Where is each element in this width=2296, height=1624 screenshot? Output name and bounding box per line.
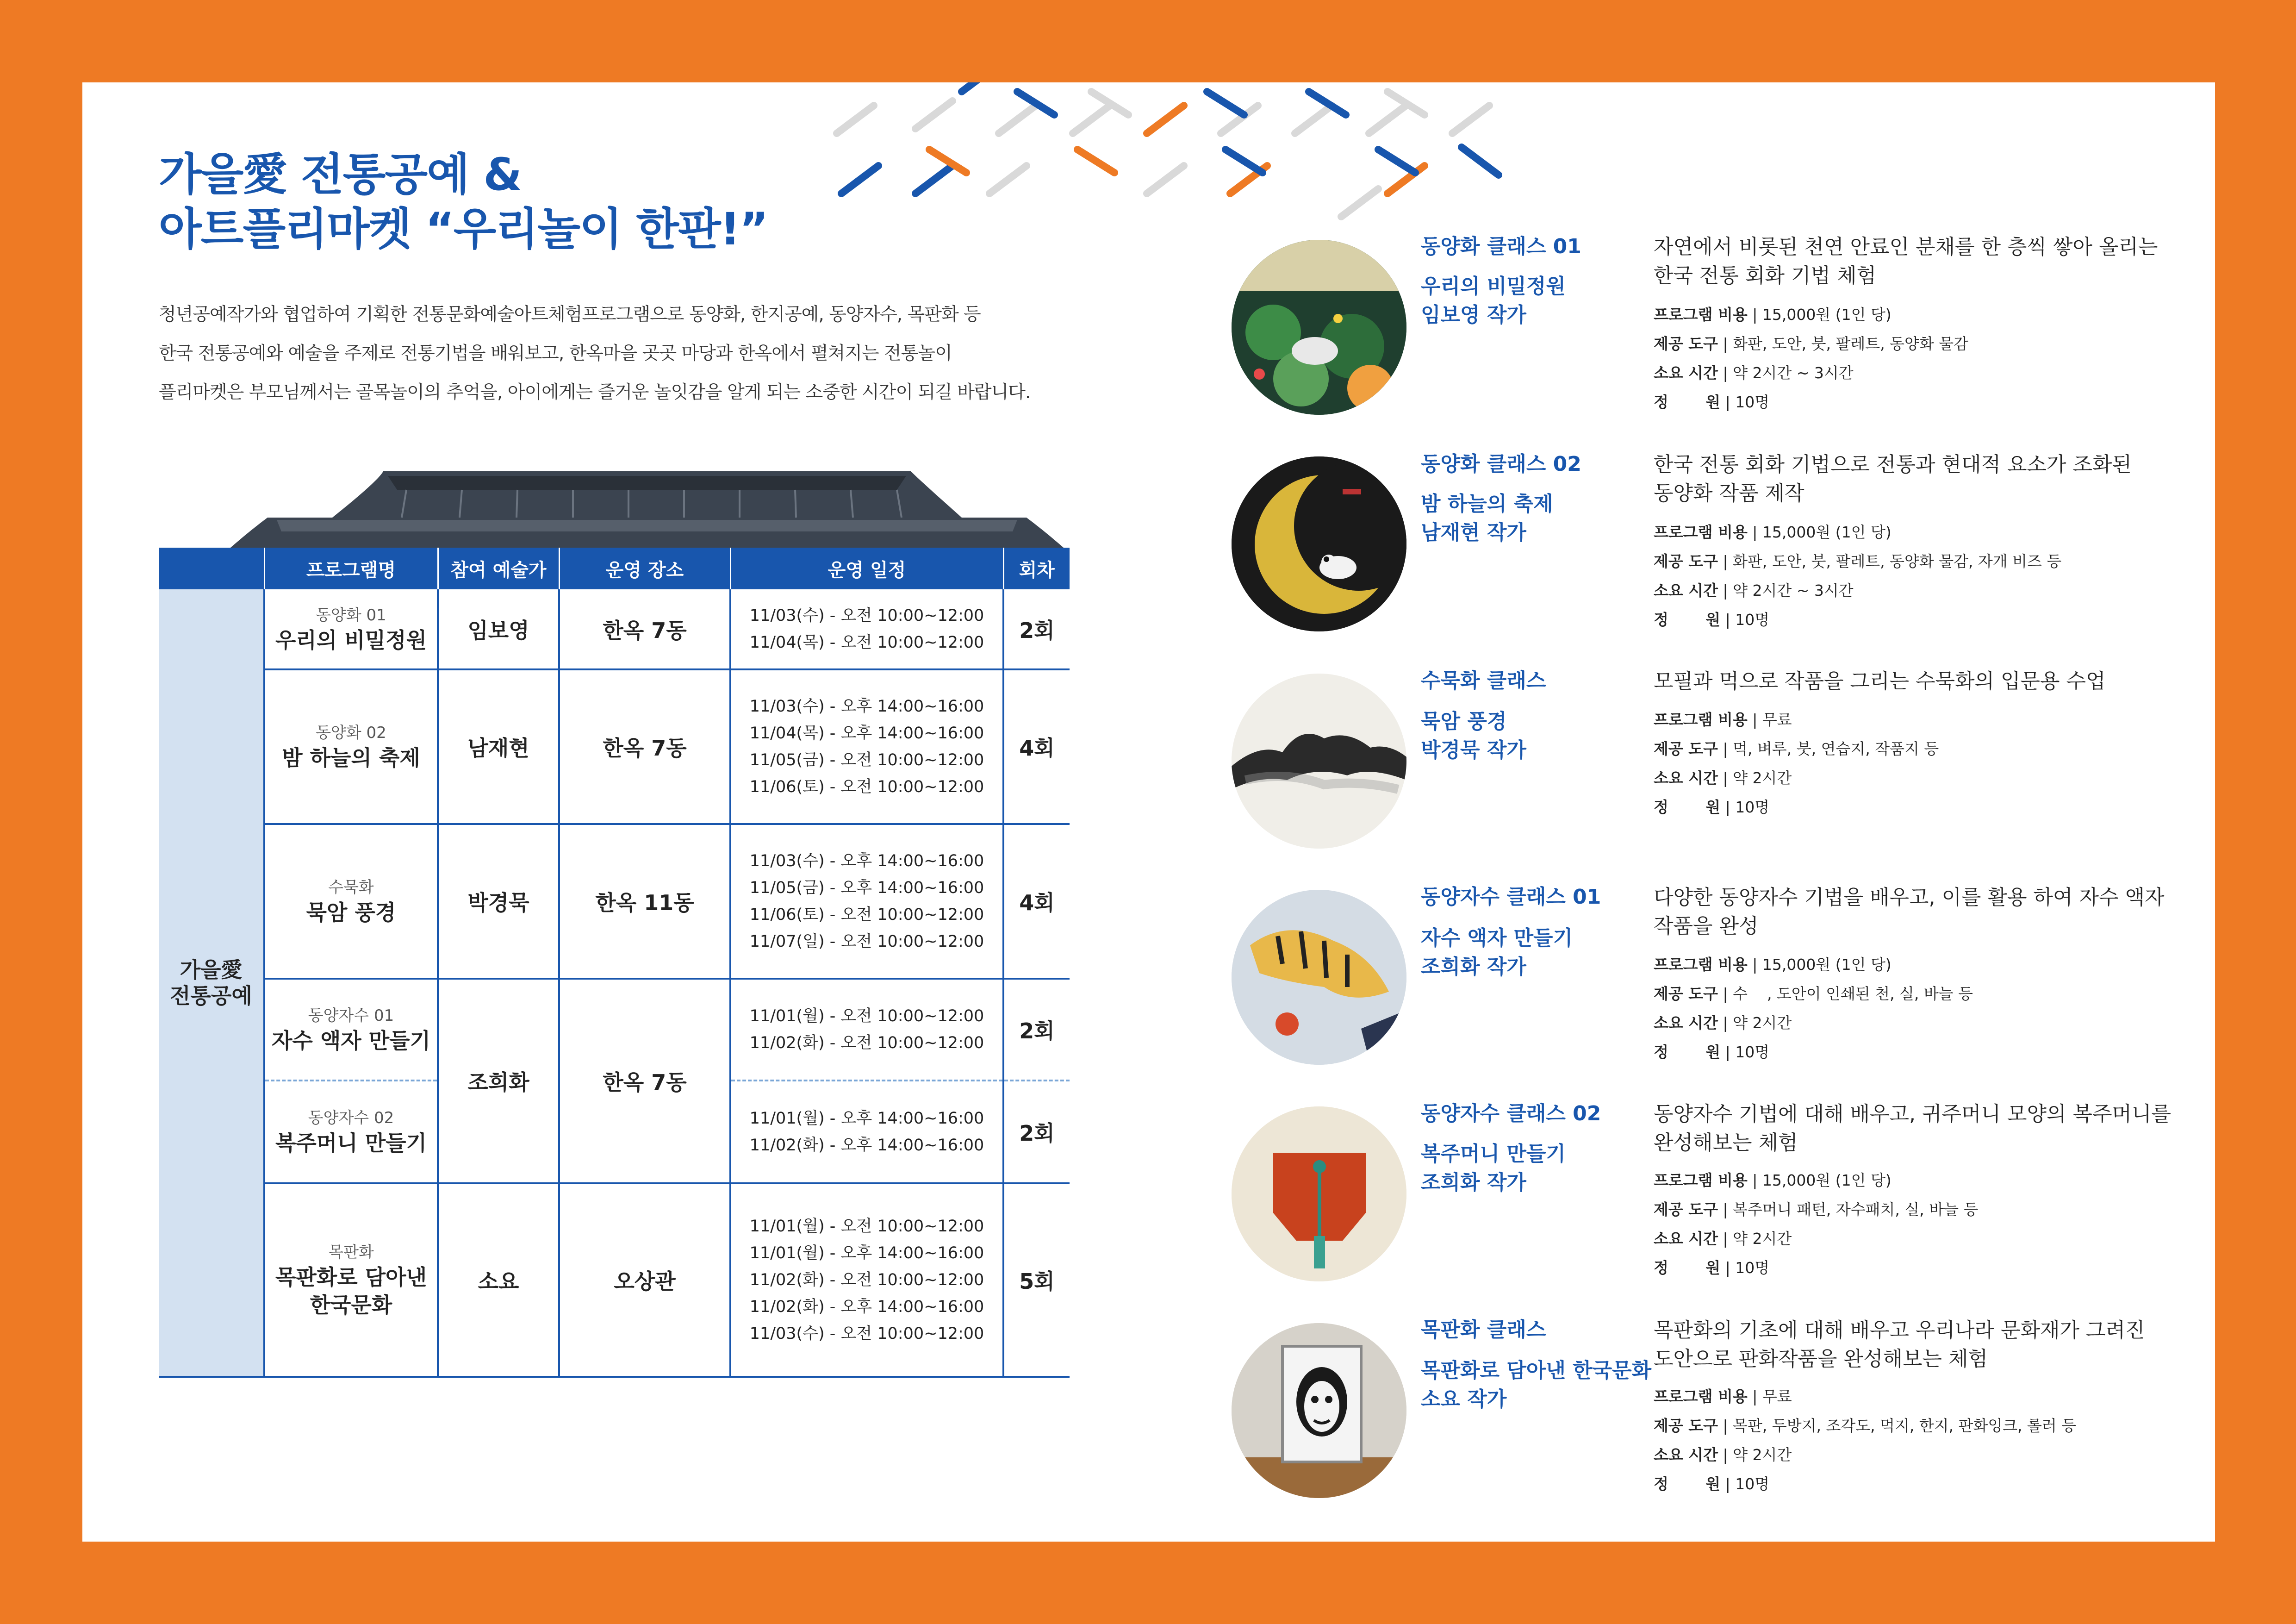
program-cell xyxy=(264,669,438,824)
separator: | xyxy=(1718,1200,1733,1218)
program-cell xyxy=(264,1183,438,1377)
artist-cell: 조희화 xyxy=(438,979,559,1183)
tools-value: 먹, 벼루, 붓, 연습지, 작품지 등 xyxy=(1733,740,1939,758)
ink-mountain-painting-image xyxy=(1232,674,1406,849)
separator: | xyxy=(1747,523,1762,541)
capacity-label: 정 원 xyxy=(1654,611,1721,629)
separator: | xyxy=(1718,1230,1733,1248)
fee-label: 프로그램 비용 xyxy=(1654,523,1748,541)
fee-value: 15,000원 (1인 당) xyxy=(1762,1171,1892,1189)
program-name: 자수 액자 만들기 xyxy=(271,1028,431,1053)
class-5-info xyxy=(1654,1166,1978,1282)
table-row xyxy=(159,979,1070,1081)
header-blank xyxy=(159,548,264,589)
group-cell xyxy=(159,589,264,1377)
tools-label: 제공 도구 xyxy=(1654,552,1718,570)
separator: | xyxy=(1720,611,1736,629)
class-1-info xyxy=(1654,300,1968,417)
schedule-table xyxy=(159,548,1070,1378)
separator: | xyxy=(1720,1259,1736,1277)
class-6-subtitle: 목판화로 담아낸 한국문화 소요 작가 xyxy=(1421,1359,1652,1411)
fee-line xyxy=(1654,1166,1978,1195)
tools-label: 제공 도구 xyxy=(1654,1200,1718,1218)
place-cell: 오상관 xyxy=(559,1183,730,1377)
program-category: 동양자수 01 xyxy=(308,1006,394,1025)
fee-label: 프로그램 비용 xyxy=(1654,1171,1748,1189)
fee-value: 15,000원 (1인 당) xyxy=(1762,956,1892,974)
fee-line xyxy=(1654,518,2061,547)
time-line xyxy=(1654,1008,1973,1037)
pouch-embroidery-image xyxy=(1232,1106,1406,1281)
table-header-row xyxy=(159,548,1070,589)
tools-label: 제공 도구 xyxy=(1654,985,1718,1003)
separator: | xyxy=(1718,581,1733,600)
class-2-subtitle: 밤 하늘의 축제 남재현 작가 xyxy=(1421,492,1553,544)
class-3-title: 수묵화 클래스 xyxy=(1421,669,1546,693)
time-line xyxy=(1654,1224,1978,1253)
time-line xyxy=(1654,1440,2076,1469)
capacity-line xyxy=(1654,605,2061,634)
program-name: 밤 하늘의 축제 xyxy=(282,745,420,770)
separator: | xyxy=(1720,1475,1736,1493)
artist-cell: 박경묵 xyxy=(438,824,559,979)
capacity-label: 정 원 xyxy=(1654,1043,1721,1061)
tools-line xyxy=(1654,734,1939,763)
program-name: 복주머니 만들기 xyxy=(275,1131,427,1156)
capacity-label: 정 원 xyxy=(1654,798,1721,816)
program-category: 목판화 xyxy=(328,1243,374,1262)
capacity-label: 정 원 xyxy=(1654,1259,1721,1277)
place-cell: 한옥 11동 xyxy=(559,824,730,979)
time-value: 약 2시간 xyxy=(1733,1230,1792,1248)
table-row xyxy=(159,669,1070,824)
program-category: 동양화 01 xyxy=(316,606,386,625)
capacity-line xyxy=(1654,1037,1973,1067)
separator: | xyxy=(1718,769,1733,787)
woodblock-mask-print-image xyxy=(1232,1323,1406,1498)
capacity-value: 10명 xyxy=(1735,798,1770,816)
class-1-title: 동양화 클래스 01 xyxy=(1421,235,1581,258)
time-label: 소요 시간 xyxy=(1654,581,1718,600)
time-value: 약 2시간 xyxy=(1733,769,1792,787)
class-3-info xyxy=(1654,705,1939,822)
separator: | xyxy=(1718,1014,1733,1032)
fee-value: 15,000원 (1인 당) xyxy=(1762,306,1892,324)
separator: | xyxy=(1747,1171,1762,1189)
capacity-value: 10명 xyxy=(1735,1259,1770,1277)
fee-line xyxy=(1654,950,1973,979)
time-value: 약 2시간 ~ 3시간 xyxy=(1733,364,1854,382)
separator: | xyxy=(1747,711,1762,729)
capacity-line xyxy=(1654,1253,1978,1282)
program-category: 동양자수 02 xyxy=(308,1109,394,1127)
tools-value: 복주머니 패턴, 자수패치, 실, 바늘 등 xyxy=(1733,1200,1979,1218)
count-cell: 4회 xyxy=(1003,824,1070,979)
table-row xyxy=(159,589,1070,669)
capacity-line xyxy=(1654,387,1968,417)
capacity-value: 10명 xyxy=(1735,1475,1770,1493)
class-2-info xyxy=(1654,518,2061,634)
capacity-value: 10명 xyxy=(1735,1043,1770,1061)
fee-label: 프로그램 비용 xyxy=(1654,956,1748,974)
time-line xyxy=(1654,576,2061,605)
separator: | xyxy=(1720,393,1736,411)
tools-label: 제공 도구 xyxy=(1654,335,1718,353)
page-title xyxy=(159,147,768,256)
artist-cell: 소요 xyxy=(438,1183,559,1377)
time-line xyxy=(1654,358,1968,387)
program-category: 수묵화 xyxy=(328,878,374,897)
class-5-description: 동양자수 기법에 대해 배우고, 귀주머니 모양의 복주머니를 완성해보는 체험 xyxy=(1654,1102,2171,1155)
tools-line xyxy=(1654,979,1973,1008)
fee-label: 프로그램 비용 xyxy=(1654,1387,1748,1405)
tools-value: 수 , 도안이 인쇄된 천, 실, 바늘 등 xyxy=(1733,985,1973,1003)
fee-line xyxy=(1654,705,1939,734)
class-1-subtitle: 우리의 비밀정원 임보영 작가 xyxy=(1421,275,1566,327)
time-label: 소요 시간 xyxy=(1654,769,1718,787)
schedule-cell: 11/01(월) - 오전 10:00~12:00 11/01(월) - 오후 14:00~16:00 11/02(화) - 오전 10:00~12:00 11/02(화) - 오후 14:00~16:00 11/03(수) - 오전 10:00~12:00 xyxy=(730,1183,1003,1377)
program-category: 동양화 02 xyxy=(316,724,386,742)
time-label: 소요 시간 xyxy=(1654,364,1718,382)
tools-line xyxy=(1654,547,2061,576)
class-5-title: 동양자수 클래스 02 xyxy=(1421,1102,1601,1125)
time-value: 약 2시간 ~ 3시간 xyxy=(1733,581,1854,600)
tools-value: 화판, 도안, 붓, 팔레트, 동양화 물감, 자개 비즈 등 xyxy=(1733,552,2062,570)
capacity-line xyxy=(1654,1469,2076,1499)
count-cell: 2회 xyxy=(1003,589,1070,669)
table-row xyxy=(159,1183,1070,1377)
fee-line xyxy=(1654,300,1968,329)
artist-cell: 남재현 xyxy=(438,669,559,824)
class-6-info xyxy=(1654,1382,2076,1499)
intro-line-1: 청년공예작가와 협업하여 기획한 전통문화예술아트체험프로그램으로 동양화, 한지공예, 동양자수, 목판화 등 xyxy=(159,304,981,325)
header-place: 운영 장소 xyxy=(559,548,730,589)
separator: | xyxy=(1720,1043,1736,1061)
count-cell: 5회 xyxy=(1003,1183,1070,1377)
capacity-value: 10명 xyxy=(1735,611,1770,629)
place-cell: 한옥 7동 xyxy=(559,979,730,1183)
intro-line-3: 플리마켓은 부모님께서는 골목놀이의 추억을, 아이에게는 즐거운 놀잇감을 알게 되는 소중한 시간이 되길 바랍니다. xyxy=(159,382,1031,403)
separator: | xyxy=(1720,798,1736,816)
separator: | xyxy=(1747,956,1762,974)
place-cell: 한옥 7동 xyxy=(559,669,730,824)
place-cell: 한옥 7동 xyxy=(559,589,730,669)
tools-line xyxy=(1654,329,1968,358)
class-3-description: 모필과 먹으로 작품을 그리는 수묵화의 입문용 수업 xyxy=(1654,669,2106,693)
class-4-subtitle: 자수 액자 만들기 조희화 작가 xyxy=(1421,926,1573,979)
separator: | xyxy=(1747,306,1762,324)
fee-value: 무료 xyxy=(1762,711,1792,729)
header-schedule: 운영 일정 xyxy=(730,548,1003,589)
tools-line xyxy=(1654,1411,2076,1440)
intro-line-2: 한국 전통공예와 예술을 주제로 전통기법을 배워보고, 한옥마을 곳곳 마당과 한옥에서 펼쳐지는 전통놀이 xyxy=(159,343,952,364)
time-label: 소요 시간 xyxy=(1654,1446,1718,1464)
program-name: 묵암 풍경 xyxy=(306,900,396,925)
count-cell: 2회 xyxy=(1003,1081,1070,1183)
class-5-subtitle: 복주머니 만들기 조희화 작가 xyxy=(1421,1142,1566,1194)
schedule-cell: 11/01(월) - 오후 14:00~16:00 11/02(화) - 오후 14:00~16:00 xyxy=(730,1081,1003,1183)
fee-value: 15,000원 (1인 당) xyxy=(1762,523,1892,541)
count-cell: 4회 xyxy=(1003,669,1070,824)
class-4-info xyxy=(1654,950,1973,1067)
capacity-value: 10명 xyxy=(1735,393,1770,411)
time-label: 소요 시간 xyxy=(1654,1230,1718,1248)
time-value: 약 2시간 xyxy=(1733,1446,1792,1464)
program-cell xyxy=(264,979,438,1081)
class-1-description: 자연에서 비롯된 천연 안료인 분채를 한 층씩 쌓아 올리는 한국 전통 회화 기법 체험 xyxy=(1654,235,2158,287)
program-name: 우리의 비밀정원 xyxy=(275,627,427,653)
capacity-line xyxy=(1654,793,1939,822)
moon-panda-painting-image xyxy=(1232,456,1406,631)
header-artist: 참여 예술가 xyxy=(438,548,559,589)
fee-line xyxy=(1654,1382,2076,1411)
fee-label: 프로그램 비용 xyxy=(1654,711,1748,729)
time-value: 약 2시간 xyxy=(1733,1014,1792,1032)
tools-label: 제공 도구 xyxy=(1654,740,1718,758)
header-count: 회차 xyxy=(1003,548,1070,589)
separator: | xyxy=(1718,335,1733,353)
count-cell: 2회 xyxy=(1003,979,1070,1081)
schedule-cell: 11/03(수) - 오후 14:00~16:00 11/05(금) - 오후 14:00~16:00 11/06(토) - 오전 10:00~12:00 11/07(일) - 오전 10:00~12:00 xyxy=(730,824,1003,979)
separator: | xyxy=(1718,552,1733,570)
class-2-description: 한국 전통 회화 기법으로 전통과 현대적 요소가 조화된 동양화 작품 제작 xyxy=(1654,453,2132,505)
class-4-description: 다양한 동양자수 기법을 배우고, 이를 활용 하여 자수 액자 작품을 완성 xyxy=(1654,886,2165,938)
time-label: 소요 시간 xyxy=(1654,1014,1718,1032)
class-6-description: 목판화의 기초에 대해 배우고 우리나라 문화재가 그려진 도안으로 판화작품을 완성해보는 체험 xyxy=(1654,1318,2145,1371)
intro-paragraph xyxy=(159,295,1084,412)
fee-value: 무료 xyxy=(1762,1387,1792,1405)
title-line-1: 가을愛 전통공예 & xyxy=(159,149,521,200)
class-2-title: 동양화 클래스 02 xyxy=(1421,452,1581,476)
decorative-dash-pattern xyxy=(740,82,1758,249)
separator: | xyxy=(1718,740,1733,758)
group-label: 가을愛 전통공예 xyxy=(170,957,252,1008)
program-cell xyxy=(264,589,438,669)
artist-cell: 임보영 xyxy=(438,589,559,669)
fee-label: 프로그램 비용 xyxy=(1654,306,1748,324)
page-sheet xyxy=(82,82,2215,1542)
separator: | xyxy=(1718,364,1733,382)
time-line xyxy=(1654,763,1939,793)
class-4-title: 동양자수 클래스 01 xyxy=(1421,885,1601,909)
schedule-cell: 11/03(수) - 오전 10:00~12:00 11/04(목) - 오전 10:00~12:00 xyxy=(730,589,1003,669)
table-row xyxy=(159,824,1070,979)
tools-line xyxy=(1654,1195,1978,1224)
tiger-embroidery-image xyxy=(1232,890,1406,1065)
title-line-2: 아트플리마켓 “우리놀이 한판!” xyxy=(159,203,768,255)
program-name: 목판화로 담아낸 한국문화 xyxy=(275,1265,427,1318)
separator: | xyxy=(1718,1417,1733,1435)
header-program: 프로그램명 xyxy=(264,548,438,589)
garden-painting-image xyxy=(1232,240,1406,415)
capacity-label: 정 원 xyxy=(1654,1475,1721,1493)
program-cell xyxy=(264,824,438,979)
program-cell xyxy=(264,1081,438,1183)
capacity-label: 정 원 xyxy=(1654,393,1721,411)
schedule-cell: 11/01(월) - 오전 10:00~12:00 11/02(화) - 오전 10:00~12:00 xyxy=(730,979,1003,1081)
class-3-subtitle: 묵암 풍경 박경묵 작가 xyxy=(1421,710,1526,762)
tools-value: 화판, 도안, 붓, 팔레트, 동양화 물감 xyxy=(1733,335,1968,353)
class-6-title: 목판화 클래스 xyxy=(1421,1318,1546,1342)
separator: | xyxy=(1718,985,1733,1003)
tools-value: 목판, 두방지, 조각도, 먹지, 한지, 판화잉크, 롤러 등 xyxy=(1733,1417,2077,1435)
separator: | xyxy=(1747,1387,1762,1405)
hanok-roof-illustration xyxy=(230,462,1064,550)
schedule-cell: 11/03(수) - 오후 14:00~16:00 11/04(목) - 오후 14:00~16:00 11/05(금) - 오전 10:00~12:00 11/06(토) - 오전 10:00~12:00 xyxy=(730,669,1003,824)
tools-label: 제공 도구 xyxy=(1654,1417,1718,1435)
separator: | xyxy=(1718,1446,1733,1464)
